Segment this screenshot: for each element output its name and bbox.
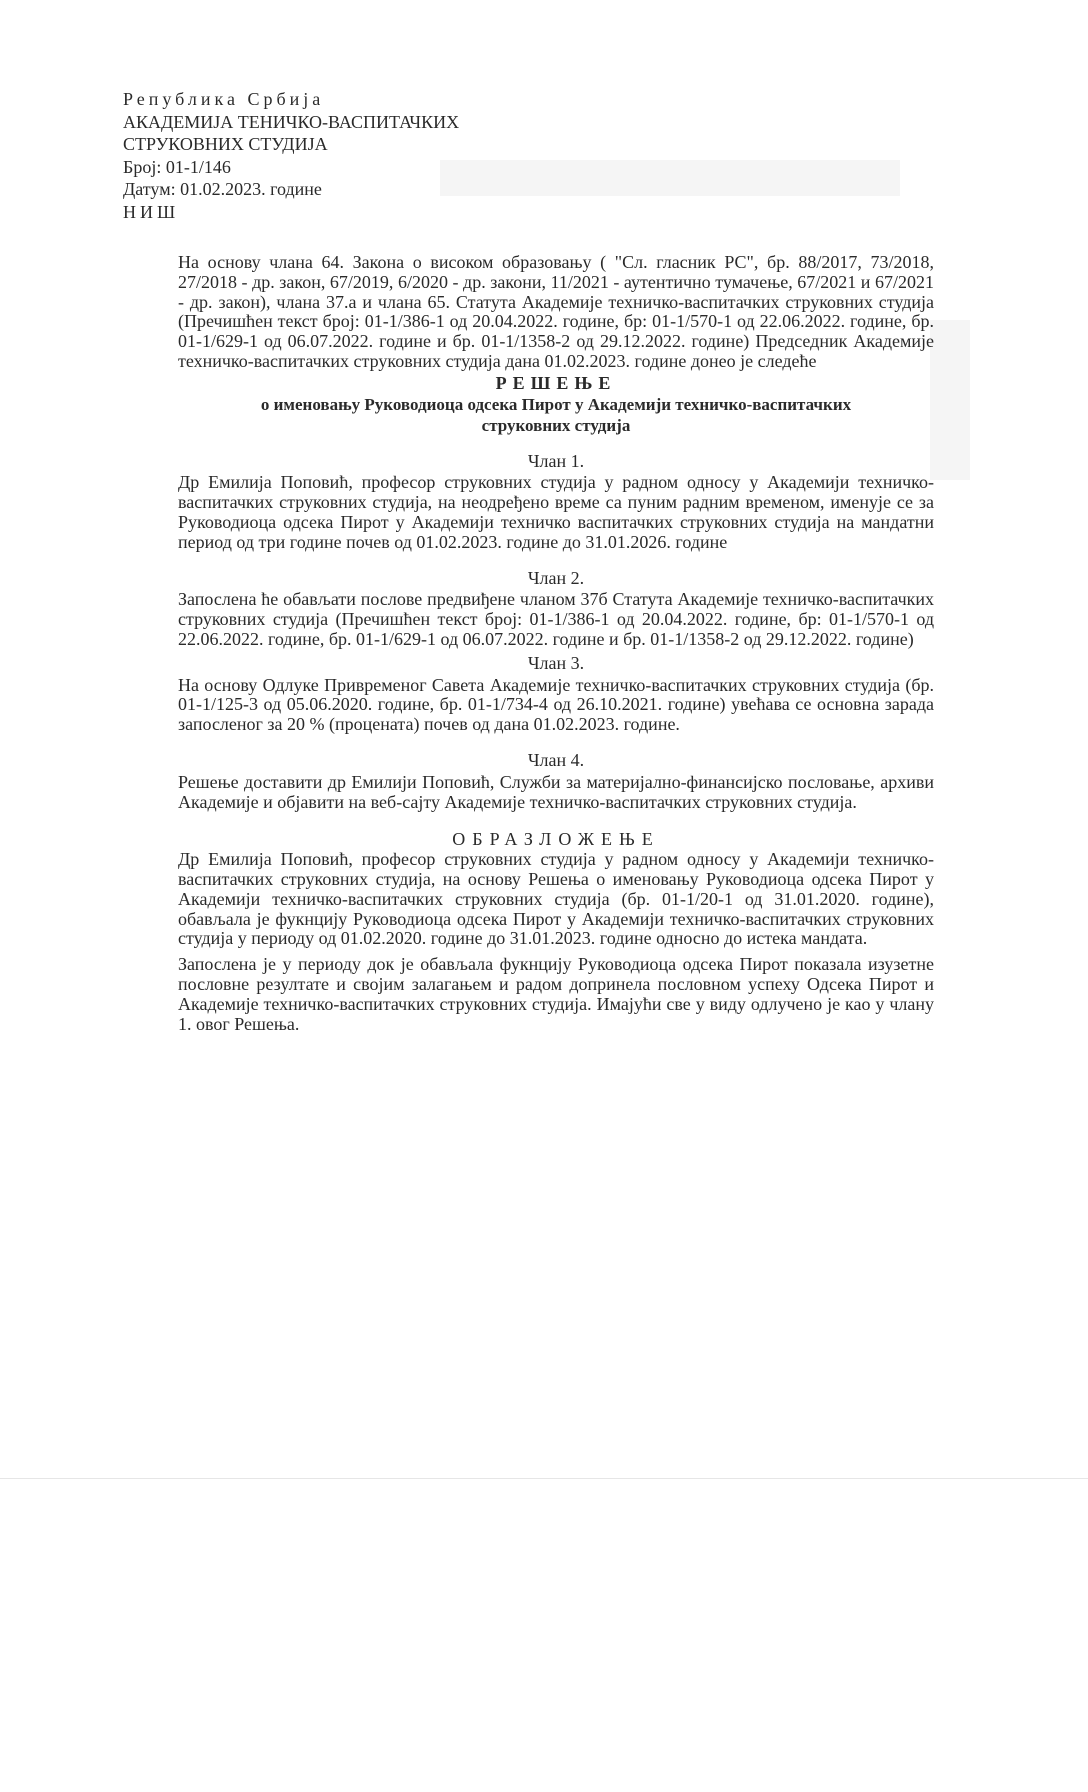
scan-artifact	[440, 160, 900, 196]
article-2-text: Запослена ће обављати послове предвиђене чланом 37б Статута Академије техничко-васпитачких струковних студија (Пречишћен текст број: 01-1/386-1 од 20.04.2022. године, бр: 01-1/570-1 од 22.06.2022. године, бр. 01-1/629-1 од 06.07.2022. године и бр. 01-1/1358-2 од 29.12.2022. године)	[178, 589, 934, 649]
scan-artifact	[930, 320, 970, 480]
reasoning-title: ОБРАЗЛОЖЕЊЕ	[452, 829, 660, 850]
country-name: Република Србија	[123, 89, 325, 109]
page-edge	[0, 1478, 1088, 1479]
article-3-heading: Члан 3.	[527, 652, 585, 673]
document-number: Број: 01-1/146	[123, 156, 231, 177]
article-1-heading: Члан 1.	[527, 450, 585, 471]
document-body	[178, 253, 934, 1034]
article-1-text: Др Емилија Поповић, професор струковних студија у радном односу у Академији техничко-васпитачких струковних студија, на неодређено време са пуним радним временом, именује се за Руководиоца одсека Пирот у Академији техничко васпитачких струковних студија на мандатни период од три године почев од 01.02.2023. године до 31.01.2026. године	[178, 472, 934, 552]
article-3-text: На основу Одлуке Привременог Савета Академије техничко-васпитачких струковних студија (бр. 01-1/125-3 од 05.06.2020. године, бр. 01-1/734-4 од 26.10.2021. године) увећава се основна зарада запосленог за 20 % (процената) почев од дана 01.02.2023. године.	[178, 674, 934, 735]
article-2-heading: Члан 2.	[527, 567, 585, 588]
preamble-paragraph: На основу члана 64. Закона о високом образовању ( "Сл. гласник РС", бр. 88/2017, 73/2018, 27/2018 - др. закон, 67/2019, 6/2020 - др. закони, 11/2021 - аутентично тумачење, 67/2021 и 67/2021 - др. закон), члана 37.а и члана 65. Статута Академије техничко-васпитачких струковних студија (Пречишћен текст број: 01-1/386-1 од 20.04.2022. године, бр: 01-1/570-1 од 22.06.2022. године, бр. 01-1/629-1 од 06.07.2022. године и бр. 01-1/1358-2 од 29.12.2022. године) Председник Академије техничко-васпитачких струковних студија дана 01.02.2023. године донео је следеће	[178, 252, 934, 371]
institution-name-line2: СТРУКОВНИХ СТУДИЈА	[123, 134, 328, 154]
decision-title: РЕШЕЊЕ	[495, 372, 617, 393]
reasoning-paragraph-1: Др Емилија Поповић, професор струковних студија у радном односу у Академији техничко-васпитачких струковних студија, на основу Решења о именовању Руководиоца одсека Пирот у Академији техничко-васпитачких струковних студија (бр. 01-1/20-1 од 31.01.2020. године), обављала је фукнцију Руководиоца одсека Пирот у Академији техничко-васпитачких струковних студија у периоду од 01.02.2020. године до 31.01.2023. године односно до истека мандата.	[178, 849, 934, 949]
document-date: Датум: 01.02.2023. године	[123, 179, 322, 199]
document-city: НИШ	[123, 201, 180, 222]
document-header	[123, 88, 459, 223]
decision-subtitle: о именовању Руководиоца одсека Пирот у Академији техничко-васпитачких струковних студија	[260, 394, 852, 435]
institution-name-line1: АКАДЕМИЈА ТЕНИЧКО-ВАСПИТАЧКИХ	[123, 111, 460, 132]
reasoning-paragraph-2: Запослена је у периоду док је обављала фукнцију Руководиоца одсека Пирот показала изузетне пословне резултате и својим залагањем и радом допринела пословном успеху Одсека Пирот и Академије техничко-васпитачких струковних студија. Имајући све у виду одлучено је као у члану 1. овог Решења.	[178, 954, 934, 1034]
article-4-heading: Члан 4.	[527, 749, 585, 770]
article-4-text: Решење доставити др Емилији Поповић, Служби за материјално-финансијско пословање, архиви Академије и објавити на веб-сајту Академије техничко-васпитачких струковних студија.	[178, 771, 934, 812]
